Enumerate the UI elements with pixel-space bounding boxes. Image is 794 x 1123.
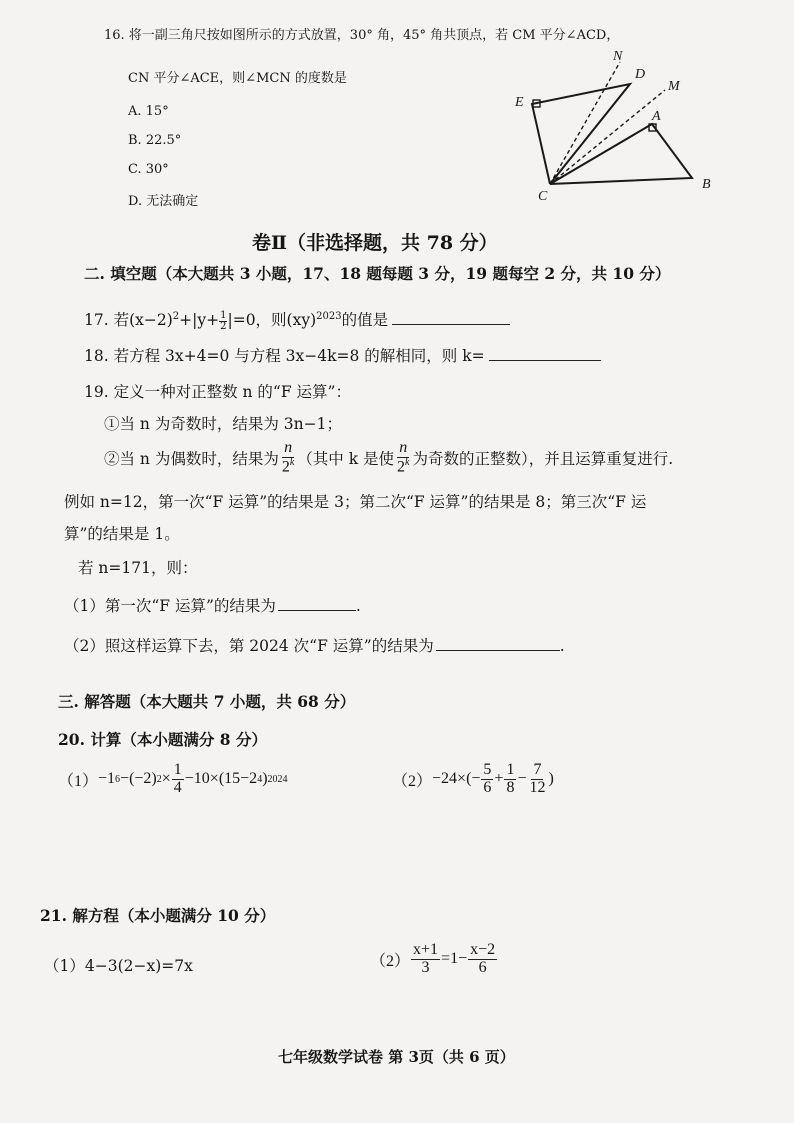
q19-sub1-answer-blank[interactable] [278, 596, 356, 611]
label-e: E [515, 95, 524, 110]
q16-option-d: D. 无法确定 [128, 194, 199, 209]
q20-p2-fraction-2 [504, 762, 516, 797]
q20-p2-plus: + [494, 770, 504, 788]
q17-suffix: 的值是 [341, 311, 389, 329]
part2-header: 二. 填空题（本大题共 3 小题，17、18 题每题 3 分，19 题每空 2 分，共 10 分） [84, 264, 671, 283]
q20-p2-close: ) [548, 770, 554, 788]
q20-p2-label: （2） [392, 772, 433, 790]
q17 [84, 308, 510, 332]
q21-p2-f1-den: 3 [421, 958, 430, 976]
q21-title: 21. 解方程（本小题满分 10 分） [40, 906, 276, 925]
q20-p2-a: −24×(− [432, 770, 481, 788]
q16-line2: CN 平分∠ACE，则∠MCN 的度数是 [128, 71, 347, 86]
q21-p2-fraction-2 [468, 942, 497, 977]
q20-p1-b: −(−2) [120, 770, 157, 788]
q20-p1-num: 1 [173, 761, 182, 778]
q19-example-line1: 例如 n=12，第一次“F 运算”的结果是 3；第二次“F 运算”的结果是 8；第三次“F 运 [64, 493, 647, 511]
q16-triangle-figure [500, 44, 740, 204]
q19-rule2 [104, 440, 673, 476]
q21-p2-f1-num: x+1 [413, 941, 439, 958]
q19-given: 若 n=171，则： [78, 559, 198, 577]
q17-mid2: |=0，则(xy) [227, 311, 317, 329]
q16-option-c: C. 30° [128, 162, 169, 177]
q18 [84, 344, 601, 366]
q19-frac1-num: n [284, 439, 293, 456]
q21-part2 [370, 942, 498, 977]
q20-p1-sup2: 2 [156, 773, 162, 785]
section-2-title: 卷Ⅱ（非选择题，共 78 分） [252, 232, 498, 254]
q20-p2-fraction-1 [481, 762, 493, 797]
q19-sub1-text: （1）第一次“F 运算”的结果为 [64, 597, 276, 615]
q20-part1 [58, 762, 288, 797]
q21-p2-mid: =1− [441, 950, 468, 968]
q19-intro: 19. 定义一种对正整数 n 的“F 运算”： [84, 383, 351, 401]
q20-p1-sup3: 4 [257, 773, 263, 785]
q18-text: 18. 若方程 3x+4=0 与方程 3x−4k=8 的解相同，则 k= [84, 347, 485, 365]
label-d: D [635, 67, 646, 82]
q19-frac2-den: 2 [397, 458, 406, 476]
q16-line1: 16. 将一副三角尺按如图所示的方式放置，30° 角，45° 角共顶点，若 CM 平分∠ACD， [104, 28, 620, 43]
q21-p2-f2-den: 6 [478, 958, 487, 976]
q21-p2-fraction-1 [411, 942, 440, 977]
label-m: M [668, 79, 680, 94]
q20-title: 20. 计算（本小题满分 8 分） [58, 730, 267, 749]
q20-p2-f1-den: 6 [483, 778, 492, 796]
q20-p1-e: ) [262, 770, 268, 788]
q21-p2-label: （2） [370, 952, 411, 970]
q20-p2-minus: − [517, 770, 527, 788]
q19-frac2-den-sup: k [405, 456, 410, 468]
q20-p1-a: −1 [98, 770, 116, 788]
q19-rule2-c: 为奇数的正整数），并且运算重复进行. [412, 449, 674, 468]
q19-rule1: ①当 n 为奇数时，结果为 3n−1； [104, 415, 342, 433]
q21-p2-f2-num: x−2 [470, 941, 496, 958]
q20-p1-fraction [172, 762, 184, 797]
q20-p1-den: 4 [173, 778, 182, 796]
q17-answer-blank[interactable] [392, 310, 510, 325]
q19-example-line2: 算”的结果是 1。 [64, 525, 180, 543]
q19-sub2-period: . [559, 637, 565, 655]
bisector-cn [550, 62, 620, 184]
q19-sub2-answer-blank[interactable] [436, 636, 560, 651]
q20-p1-c: × [161, 770, 171, 788]
q17-mid: +|y+ [179, 311, 220, 329]
q17-frac-num: 1 [220, 309, 227, 321]
q19-sub1-period: . [355, 597, 361, 615]
q20-p1-sup4: 2024 [267, 773, 288, 785]
q19-frac2-num: n [399, 439, 408, 456]
q19-rule2-b: （其中 k 是使 [297, 449, 395, 468]
bisector-cm [550, 90, 665, 184]
q20-p2-f2-num: 1 [506, 761, 515, 778]
q19-rule2-a: ②当 n 为偶数时，结果为 [104, 449, 279, 468]
q20-part2 [392, 762, 554, 797]
part3-header: 三. 解答题（本大题共 7 小题，共 68 分） [58, 692, 356, 711]
q20-p2-f1-num: 5 [483, 761, 492, 778]
label-n: N [613, 49, 623, 64]
label-a: A [652, 109, 661, 124]
page-footer: 七年级数学试卷 第 3页（共 6 页） [278, 1048, 515, 1066]
q17-sup1: 2 [172, 310, 180, 322]
q20-p1-sup1: 6 [115, 773, 121, 785]
q21-part1: （1）4−3(2−x)=7x [44, 957, 193, 975]
q20-p2-f3-den: 12 [529, 778, 546, 796]
q16-option-b: B. 22.5° [128, 133, 182, 148]
q19-sub2 [64, 634, 565, 656]
q18-answer-blank[interactable] [489, 346, 601, 361]
q20-p2-fraction-3 [527, 762, 547, 797]
q17-prefix: 17. 若(x−2) [84, 311, 173, 329]
q19-sub1 [64, 594, 361, 616]
q19-frac1-den-sup: k [289, 456, 295, 468]
q16-option-a: A. 15° [128, 104, 169, 119]
q20-p1-d: −10×(15−2 [184, 770, 258, 788]
q19-fraction-2 [395, 440, 411, 476]
label-b: B [702, 177, 711, 192]
q20-p2-f2-den: 8 [506, 778, 515, 796]
q17-frac-den: 2 [220, 320, 227, 332]
q19-fraction-1 [280, 440, 296, 476]
label-c: C [538, 189, 548, 204]
q19-sub2-text: （2）照这样运算下去，第 2024 次“F 运算”的结果为 [64, 637, 434, 655]
q17-sup2: 2023 [316, 310, 342, 322]
q20-p1-label: （1） [58, 772, 99, 790]
q19-frac1-den: 2 [281, 458, 290, 476]
q20-p2-f3-num: 7 [533, 761, 542, 778]
